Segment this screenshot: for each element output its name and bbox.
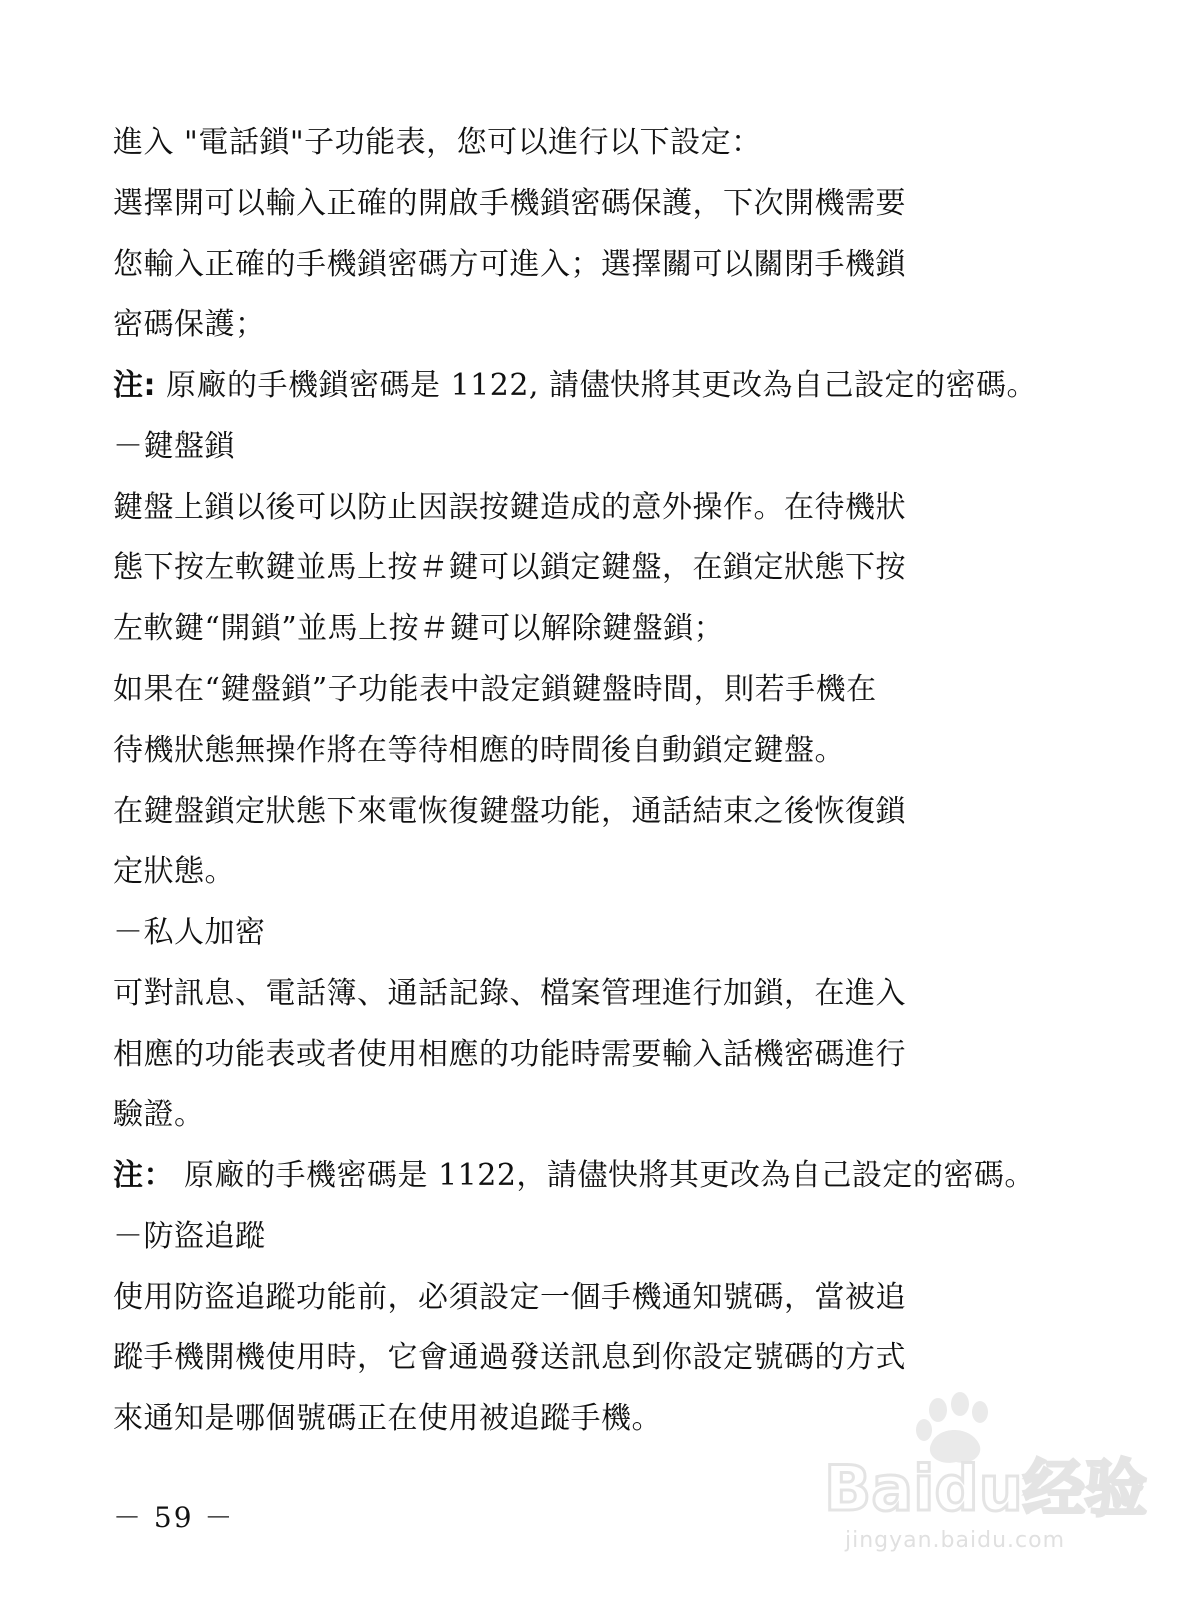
watermark-url: jingyan.baidu.com — [844, 1528, 1066, 1553]
text-line: 使用防盜追蹤功能前，必須設定一個手機通知號碼，當被追 — [113, 1280, 906, 1315]
text-line: 鍵盤上鎖以後可以防止因誤按鍵造成的意外操作。在待機狀 — [113, 490, 906, 525]
text-line: 在鍵盤鎖定狀態下來電恢復鍵盤功能，通話結束之後恢復鎖 — [113, 794, 906, 829]
text-line: 密碼保護； — [113, 307, 266, 342]
text-line: 定狀態。 — [113, 854, 235, 889]
text-line: 蹤手機開機使用時，它會通過發送訊息到你設定號碼的方式 — [113, 1340, 906, 1375]
text-line: 驗證。 — [113, 1097, 205, 1132]
note-line — [113, 1156, 1035, 1196]
baidu-watermark — [820, 1390, 1147, 1570]
text-line: 如果在“鍵盤鎖”子功能表中設定鎖鍵盤時間，則若手機在 — [113, 672, 877, 707]
text-line: 選擇開可以輸入正確的開啟手機鎖密碼保護，下次開機需要 — [113, 186, 906, 221]
text-line: 待機狀態無操作將在等待相應的時間後自動鎖定鍵盤。 — [113, 733, 845, 768]
note-line — [113, 366, 1037, 406]
text-line: 態下按左軟鍵並馬上按＃鍵可以鎖定鍵盤，在鎖定狀態下按 — [113, 550, 906, 585]
baidu-paw-logo — [820, 1390, 1147, 1530]
section-heading-private-encryption: －私人加密 — [113, 915, 266, 950]
section-heading-keypad-lock: －鍵盤鎖 — [113, 429, 235, 464]
note-label: 注: — [113, 368, 156, 403]
page-number: － 59 － — [113, 1501, 235, 1534]
text-line: 進入 "電話鎖"子功能表，您可以進行以下設定： — [113, 125, 762, 160]
note-label: 注： — [113, 1158, 174, 1193]
text-line: 您輸入正確的手機鎖密碼方可進入；選擇關可以關閉手機鎖 — [113, 247, 906, 282]
text-line: 可對訊息、電話簿、通話記錄、檔案管理進行加鎖，在進入 — [113, 976, 906, 1011]
note-text: 原廠的手機密碼是 1122，請儘快將其更改為自己設定的密碼。 — [184, 1158, 1035, 1193]
note-text: 原廠的手機鎖密碼是 1122, 請儘快將其更改為自己設定的密碼。 — [166, 368, 1038, 403]
section-heading-anti-theft: －防盜追蹤 — [113, 1219, 266, 1254]
text-line: 來通知是哪個號碼正在使用被追蹤手機。 — [113, 1401, 662, 1436]
text-line: 左軟鍵“開鎖”並馬上按＃鍵可以解除鍵盤鎖； — [113, 611, 725, 646]
text-line: 相應的功能表或者使用相應的功能時需要輸入話機密碼進行 — [113, 1037, 906, 1072]
watermark-brand: Baidu经验 — [824, 1452, 1147, 1525]
